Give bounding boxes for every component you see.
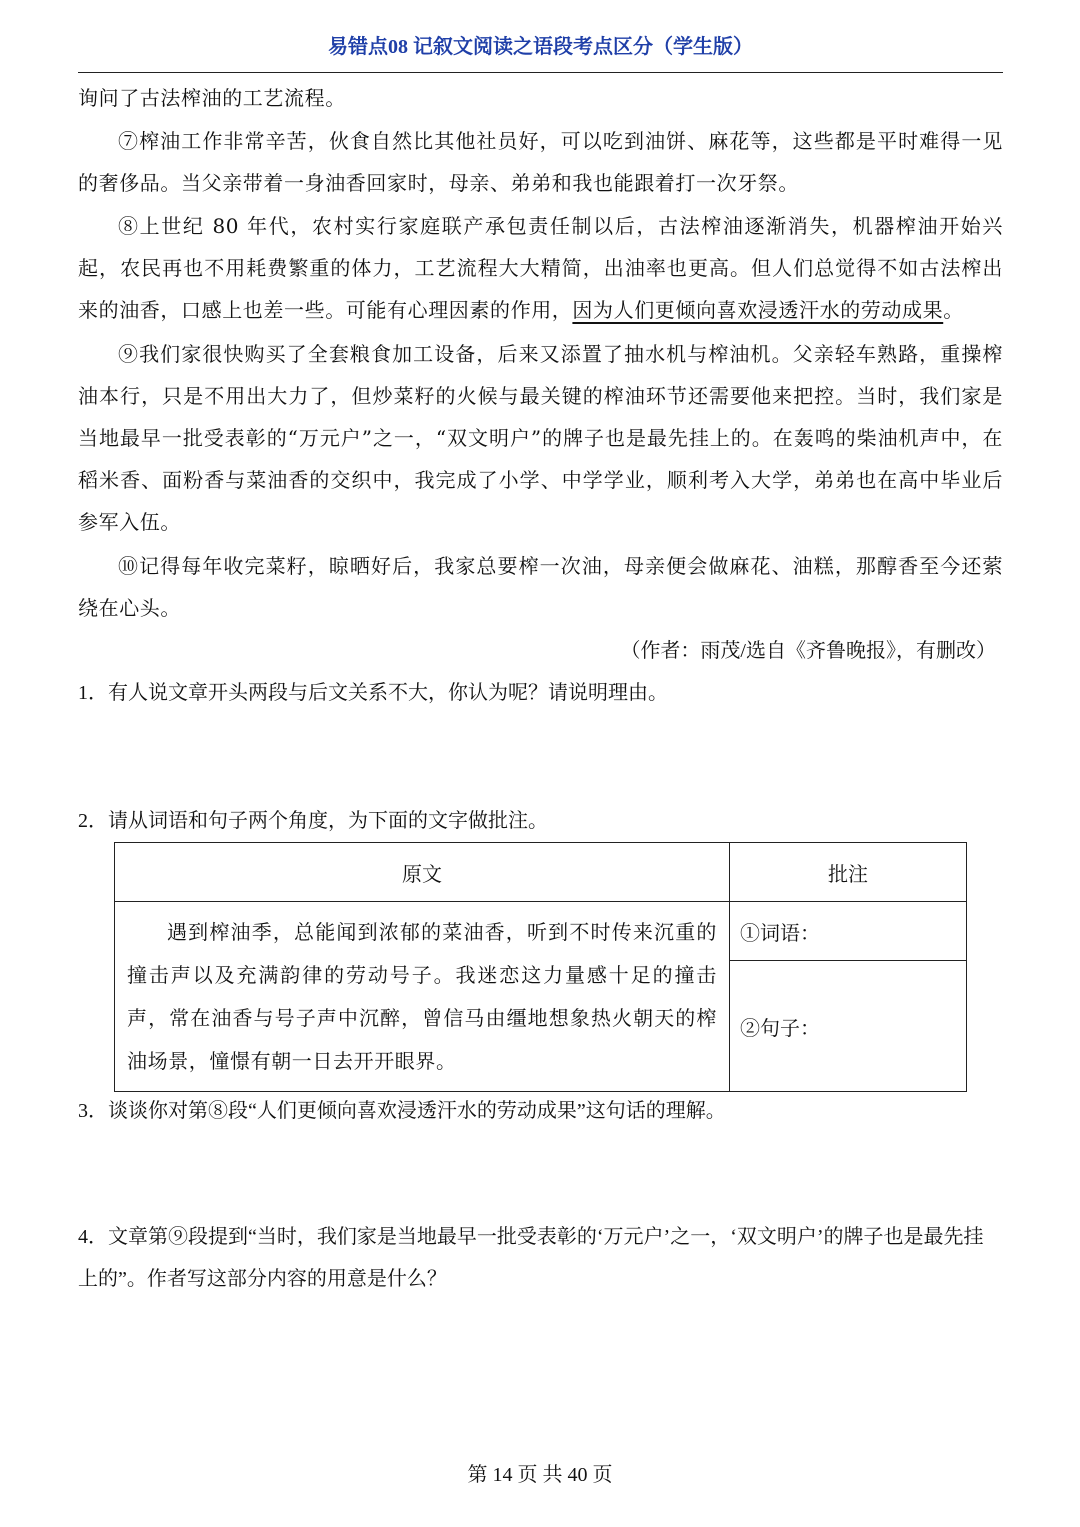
header-divider [78,72,1003,73]
question-3: 3．谈谈你对第⑧段“人们更倾向喜欢浸透汗水的劳动成果”这句话的理解。 [78,1100,726,1122]
question-4: 4．文章第⑨段提到“当时，我们家是当地最早一批受表彰的‘万元户’之一，‘双文明户’的牌子也是最先挂上的”。作者写这部分内容的用意是什么？ [78,1226,984,1290]
table-header-annotation: 批注 [730,843,967,902]
passage-paragraph-7: ⑦榨油工作非常辛苦，伙食自然比其他社员好，可以吃到油饼、麻花等，这些都是平时难得一见的奢侈品。当父亲带着一身油香回家时，母亲、弟弟和我也能跟着打一次牙祭。 [78,129,1003,195]
page-header-title: 易错点08 记叙文阅读之语段考点区分（学生版） [328,36,753,58]
passage-paragraph-8 [78,205,1003,331]
original-text-cell: 遇到榨油季，总能闻到浓郁的菜油香，听到不时传来沉重的撞击声以及充满韵律的劳动号子。我迷恋这力量感十足的撞击声，常在油香与号子声中沉醉，曾信马由缰地想象热火朝天的榨油场景，憧憬有朝一日去开开眼界。 [115,902,730,1092]
question-1: 1．有人说文章开头两段与后文关系不大，你认为呢？请说明理由。 [78,682,668,704]
page-number-footer: 第 14 页 共 40 页 [467,1464,613,1486]
table-header-original: 原文 [115,843,730,902]
annotation-table [114,842,967,1092]
paragraph-8-text: ⑧上世纪 80 年代，农村实行家庭联产承包责任制以后，古法榨油逐渐消失，机器榨油开始兴起，农民再也不用耗费繁重的体力，工艺流程大大精简，出油率也更高。但人们总觉得不如古法榨出来的油香，口感上也差一些。可能有心理因素的作用， [78,214,1003,322]
note-sentence-cell: ②句子： [730,961,967,1092]
article-source: （作者：雨茂/选自《齐鲁晚报》，有删改） [620,640,996,662]
underlined-sentence: 因为人们更倾向喜欢浸透汗水的劳动成果 [572,298,944,322]
passage-paragraph-10: ⑩记得每年收完菜籽，晾晒好后，我家总要榨一次油，母亲便会做麻花、油糕，那醇香至今还萦绕在心头。 [78,554,1003,620]
paragraph-8-period: 。 [943,298,964,322]
passage-paragraph-continued: 询问了古法榨油的工艺流程。 [78,86,346,110]
passage-paragraph-9: ⑨我们家很快购买了全套粮食加工设备，后来又添置了抽水机与榨油机。父亲轻车熟路，重操榨油本行，只是不用出大力了，但炒菜籽的火候与最关键的榨油环节还需要他来把控。当时，我们家是当地最早一批受表彰的“万元户”之一，“双文明户”的牌子也是最先挂上的。在轰鸣的柴油机声中，在稻米香、面粉香与菜油香的交织中，我完成了小学、中学学业，顺利考入大学，弟弟也在高中毕业后参军入伍。 [78,342,1003,534]
question-2: 2．请从词语和句子两个角度，为下面的文字做批注。 [78,810,548,832]
note-word-cell: ①词语： [730,902,967,961]
